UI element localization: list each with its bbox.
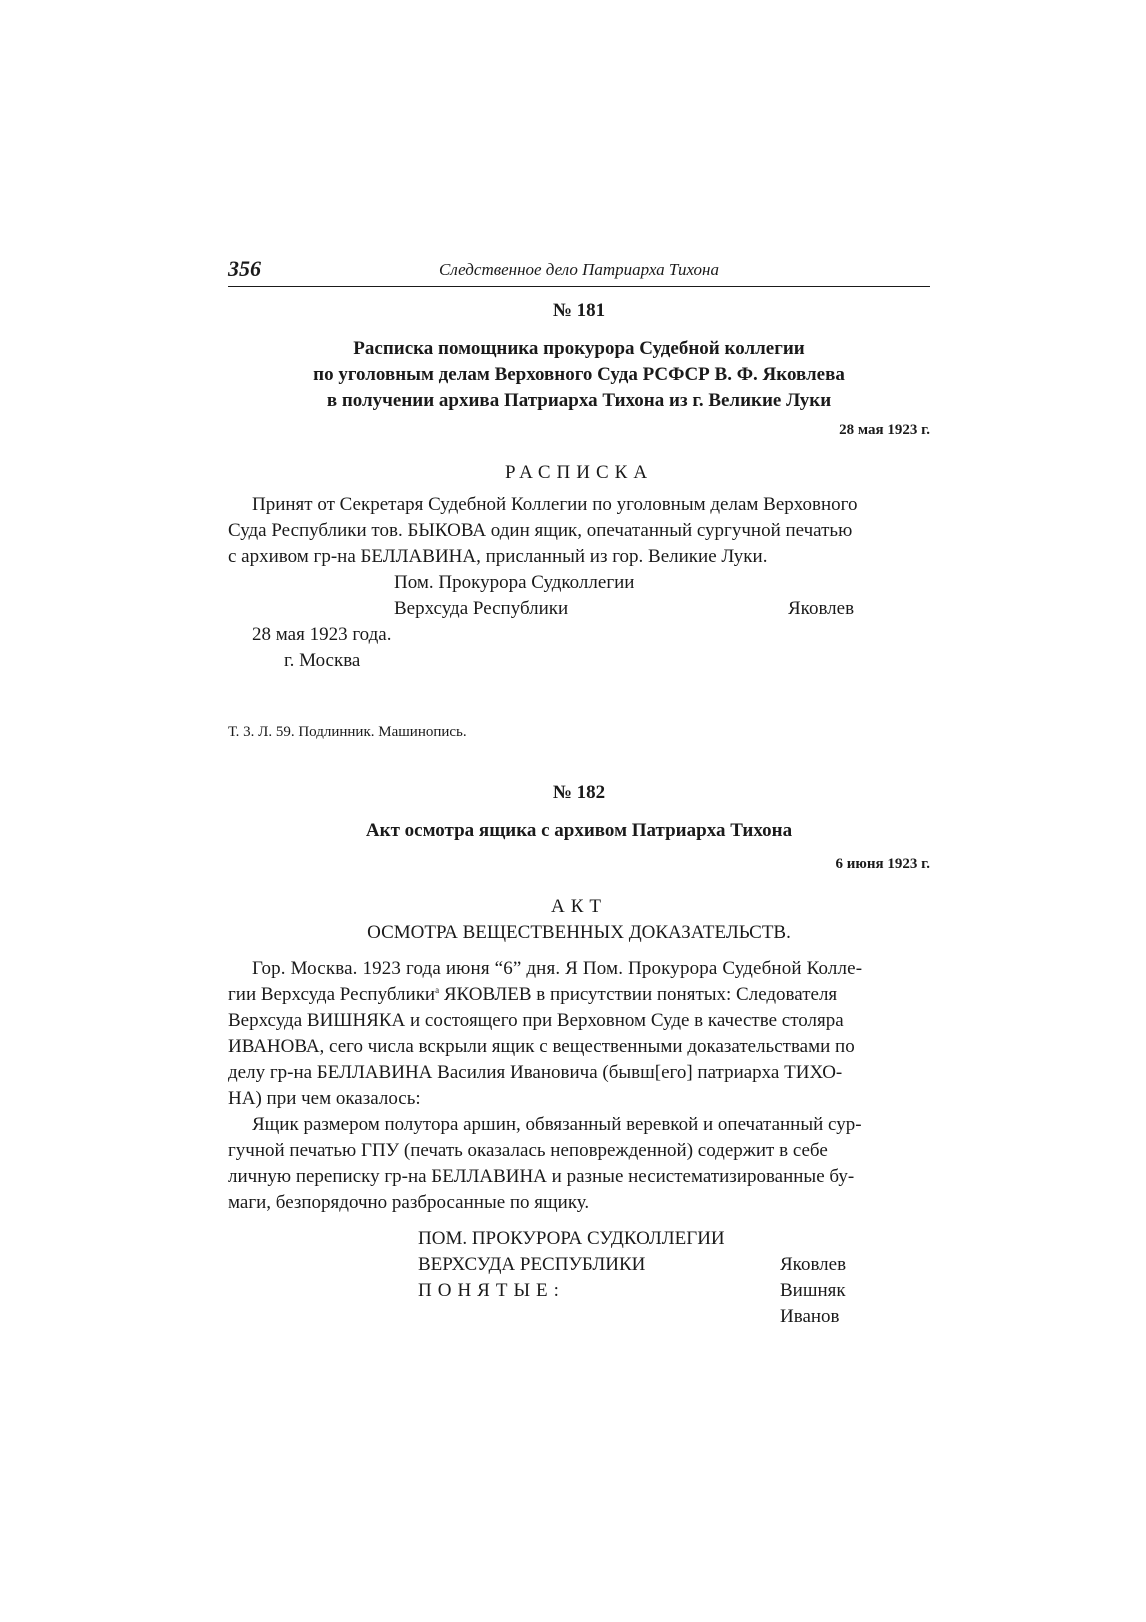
doc181-closing-place: г. Москва [284,650,361,671]
doc182-para2-line: личную переписку гр-на БЕЛЛАВИНА и разные несистематизированные бу- [228,1166,855,1187]
doc182-signature-line: ВЕРХСУДА РЕСПУБЛИКИ [418,1254,646,1275]
doc182-para1-line-part: гии Верхсуда Республики [228,984,436,1005]
doc182-para2-line: маги, безпорядочно разбросанные по ящику. [228,1192,590,1213]
running-title: Следственное дело Патриарха Тихона [439,260,719,279]
doc182-witnesses-label: ПОНЯТЫЕ: [418,1280,565,1301]
doc181-body-line: Суда Республики тов. БЫКОВА один ящик, опечатанный сургучной печатью [228,520,853,541]
doc181-signature-position: Пом. Прокурора Судколлегии [394,572,635,593]
doc181-body-line: с архивом гр-на БЕЛЛАВИНА, присланный из гор. Великие Луки. [228,546,768,567]
doc181-signature-name: Яковлев [788,598,855,619]
doc182-witness-name: Вишняк [780,1280,846,1301]
doc182-para1-line: ИВАНОВА, сего числа вскрыли ящик с вещественными доказательствами по [228,1036,855,1057]
header-divider [228,286,930,287]
doc181-title [228,336,930,414]
doc182-para1-line: Гор. Москва. 1923 года июня “6” дня. Я Пом. Прокурора Судебной Колле- [252,958,863,979]
doc181-closing-date: 28 мая 1923 года. [252,624,392,645]
doc182-witness-name: Иванов [780,1306,840,1327]
doc181-body-line: Принят от Секретаря Судебной Коллегии по уголовным делам Верховного [252,494,858,515]
doc182-para1-line-part: ЯКОВЛЕВ в присутствии понятых: Следователя [439,984,838,1005]
doc182-para1-line: Верхсуда ВИШНЯКА и состоящего при Верховном Суде в качестве столяра [228,1010,844,1031]
doc181-heading: РАСПИСКА [504,462,654,483]
doc182-para2-line: гучной печатью ГПУ (печать оказалась неповрежденной) содержит в себе [228,1140,828,1161]
doc181-signature-position: Верхсуда Республики [394,598,569,619]
doc181-title-line: по уголовным делам Верховного Суда РСФСР В. Ф. Яковлева [313,364,845,385]
doc181-title-line: в получении архива Патриарха Тихона из г. Великие Луки [326,390,832,411]
footnote-mark: а [435,985,440,995]
doc182-signature-name: Яковлев [780,1254,847,1275]
page-number: 356 [228,256,261,281]
doc182-heading: АКТ [551,896,607,917]
doc181-number: № 181 [552,300,606,321]
doc182-para1-line [228,984,837,1006]
doc181-source-note: Т. 3. Л. 59. Подлинник. Машинопись. [228,724,467,740]
doc181-title-line: Расписка помощника прокурора Судебной коллегии [353,338,805,359]
doc182-date: 6 июня 1923 г. [835,856,930,872]
doc182-number: № 182 [552,782,606,803]
doc182-subheading: ОСМОТРА ВЕЩЕСТВЕННЫХ ДОКАЗАТЕЛЬСТВ. [367,922,791,943]
doc182-signature-line: ПОМ. ПРОКУРОРА СУДКОЛЛЕГИИ [418,1228,725,1249]
doc181-date: 28 мая 1923 г. [839,422,930,438]
doc182-para2-line: Ящик размером полутора аршин, обвязанный веревкой и опечатанный сур- [252,1114,862,1135]
doc182-para1-line: делу гр-на БЕЛЛАВИНА Василия Ивановича (бывш[его] патриарха ТИХО- [228,1062,843,1083]
doc182-title: Акт осмотра ящика с архивом Патриарха Тихона [365,820,793,841]
doc182-para1-line: НА) при чем оказалось: [228,1088,421,1109]
